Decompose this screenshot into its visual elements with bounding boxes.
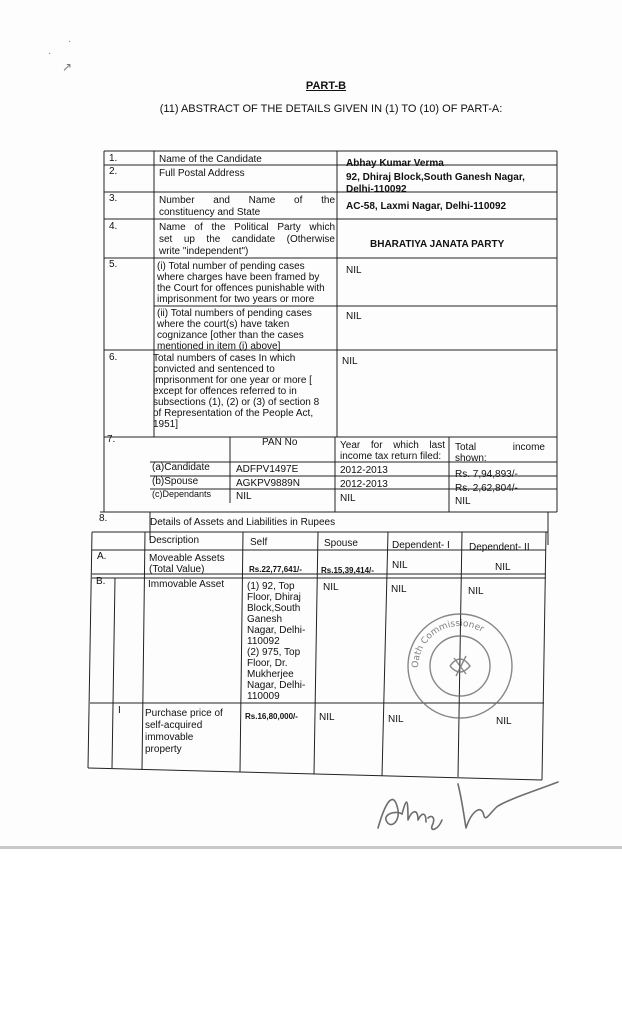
scan-speck: · (68, 36, 72, 47)
income-entry-year: 2012-2013 (340, 479, 388, 490)
income-entry-who: (a)Candidate (152, 462, 210, 473)
income-entry-pan: ADFPV1497E (236, 464, 299, 475)
candidate-name-value: Abhay Kumar Verma (346, 158, 444, 169)
assets-col-dependent-2: Dependent- II (469, 542, 530, 553)
postal-address-label: Full Postal Address (159, 168, 245, 179)
row-number: 2. (109, 166, 118, 177)
convictions-line: except for offences referred to in (153, 386, 297, 397)
moveable-assets-label-line2: (Total Value) (149, 564, 205, 575)
assets-col-description: Description (149, 535, 200, 546)
seal-text: Oath Commissioner (410, 618, 486, 669)
row-number: 7. (107, 434, 116, 445)
row-number: 3. (109, 193, 118, 204)
scan-tick: ↗ (62, 60, 73, 74)
postal-address-line2: Delhi-110092 (346, 184, 407, 195)
immovable-asset-self-line: Floor, Dhiraj (247, 592, 301, 603)
assets-row-b-no: B. (96, 576, 106, 587)
immovable-asset-self-line: Block,South (247, 603, 301, 614)
constituency-value: AC-58, Laxmi Nagar, Delhi-110092 (346, 201, 507, 212)
income-entry-pan: NIL (236, 491, 252, 502)
convictions-line: Total numbers of cases In which (153, 353, 296, 364)
pending-cases-i-line: (i) Total number of pending cases (157, 261, 305, 272)
pending-cases-ii-line: where the court(s) have taken (157, 319, 290, 330)
income-entry-year: NIL (340, 493, 356, 504)
income-entry-year: 2012-2013 (340, 465, 388, 476)
purchase-price-label-line: immovable (145, 732, 194, 743)
immovable-asset-dependent-1: NIL (391, 584, 407, 595)
assets-row-a-no: A. (97, 551, 107, 562)
abstract-title: (11) ABSTRACT OF THE DETAILS GIVEN IN (1) TO (10) OF PART-A: (159, 103, 503, 115)
moveable-assets-spouse: Rs.15,39,414/- (321, 566, 374, 575)
row-number: 8. (99, 513, 108, 524)
convictions-line: 1951] (153, 419, 179, 430)
assets-heading: Details of Assets and Liabilities in Rupees (150, 517, 336, 528)
party-value: BHARATIYA JANATA PARTY (370, 239, 505, 250)
purchase-price-label-line: property (145, 744, 182, 755)
pending-cases-ii-line: (ii) Total numbers of pending cases (157, 308, 312, 319)
moveable-assets-dependent-1: NIL (392, 560, 408, 571)
immovable-asset-self-line: 110092 (247, 636, 280, 647)
purchase-price-spouse: NIL (319, 712, 335, 723)
convictions-line: of Representation of the People Act, (153, 408, 314, 419)
scan-speck: · (48, 48, 52, 59)
pending-cases-i-value: NIL (346, 265, 362, 276)
assets-row-bi-no: I (118, 705, 121, 716)
oath-commissioner-seal (402, 606, 518, 722)
constituency-label-line2: constituency and State (159, 207, 261, 218)
income-entry-who: (b)Spouse (152, 476, 199, 487)
income-entry-amount: Rs. 2,62,804/- (455, 483, 518, 494)
immovable-asset-self-line: Mukherjee (247, 669, 294, 680)
svg-text:Oath Commissioner (411, 619, 486, 668)
row-number: 5. (109, 259, 118, 270)
row-number: 1. (109, 153, 118, 164)
purchase-price-label-line: Purchase price of (145, 708, 223, 719)
pending-cases-ii-value: NIL (346, 311, 362, 322)
signature (372, 770, 572, 840)
assets-col-spouse: Spouse (324, 538, 358, 549)
immovable-asset-self-line: Floor, Dr. (247, 658, 288, 669)
convictions-line: subsections (1), (2) or (3) of section 8 (153, 397, 320, 408)
pending-cases-i-line: imprisonment for two years or more (157, 294, 315, 305)
immovable-asset-self-line: (1) 92, Top (247, 581, 295, 592)
income-entry-amount: Rs. 7,94,893/- (455, 469, 518, 480)
immovable-asset-label: Immovable Asset (148, 579, 225, 590)
convictions-value: NIL (342, 356, 358, 367)
immovable-asset-self-line: Ganesh (247, 614, 283, 625)
pending-cases-ii-line: mentioned in item (i) above] (157, 341, 281, 352)
convictions-line: imprisonment for one year or more [ (153, 375, 312, 386)
moveable-assets-label-line1: Moveable Assets (149, 553, 225, 564)
pending-cases-i-line: the Court for offences punishable with (157, 283, 325, 294)
row-number: 4. (109, 221, 118, 232)
purchase-price-label-line: self-acquired (145, 720, 203, 731)
immovable-asset-self-line: (2) 975, Top (247, 647, 301, 658)
postal-address-line1: 92, Dhiraj Block,South Ganesh Nagar, (346, 172, 525, 183)
part-title: PART-B (305, 80, 347, 92)
immovable-asset-self-line: 110009 (247, 691, 280, 702)
moveable-assets-self: Rs.22,77,641/- (249, 565, 302, 574)
immovable-asset-dependent-2: NIL (468, 586, 484, 597)
income-header-line2: shown: (455, 453, 487, 464)
income-entry-who: (c)Dependants (152, 489, 212, 499)
row-number: 6. (109, 352, 118, 363)
moveable-assets-dependent-2: NIL (495, 562, 511, 573)
year-header-line1: Year for which last (340, 440, 445, 451)
income-entry-amount: NIL (455, 496, 471, 507)
pending-cases-i-line: where charges have been framed by (157, 272, 320, 283)
party-label-line3: write "independent") (159, 246, 249, 257)
pan-header: PAN No (262, 437, 298, 448)
constituency-label-line1: Number and Name of the (159, 195, 335, 206)
party-label-line1: Name of the Political Party which (159, 222, 335, 233)
pending-cases-ii-line: cognizance [other than the cases (157, 330, 304, 341)
immovable-asset-self-line: Nagar, Delhi- (247, 680, 306, 691)
purchase-price-dependent-1: NIL (388, 714, 404, 725)
party-label-line2: set up the candidate (Otherwise (159, 234, 335, 245)
purchase-price-dependent-2: NIL (496, 716, 512, 727)
convictions-line: convicted and sentenced to (153, 364, 275, 375)
assets-col-dependent-1: Dependent- I (392, 540, 450, 551)
income-header-line1: Total income (455, 442, 545, 453)
immovable-asset-spouse: NIL (323, 582, 339, 593)
candidate-name-label: Name of the Candidate (159, 154, 262, 165)
immovable-asset-self-line: Nagar, Delhi- (247, 625, 306, 636)
assets-col-self: Self (250, 537, 268, 548)
purchase-price-self: Rs.16,80,000/- (245, 712, 298, 721)
income-entry-pan: AGKPV9889N (236, 478, 300, 489)
year-header-line2: income tax return filed: (340, 451, 442, 462)
